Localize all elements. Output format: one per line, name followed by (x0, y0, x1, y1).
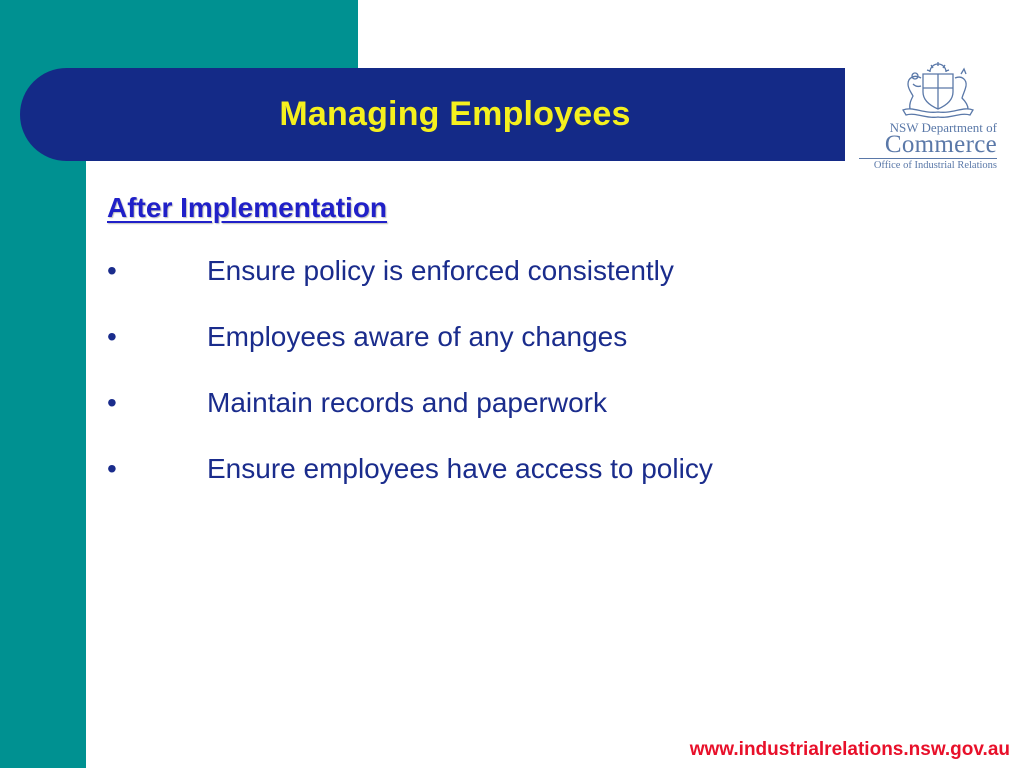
nsw-coat-of-arms-icon (855, 58, 1005, 118)
bullet-marker: • (107, 453, 117, 484)
bullet-text: Maintain records and paperwork (207, 387, 607, 418)
bullet-marker: • (107, 255, 117, 286)
logo-divider (859, 158, 997, 159)
logo-line-department: NSW Department of (889, 120, 997, 135)
department-logo (855, 58, 1005, 176)
footer-website-link[interactable]: www.industrialrelations.nsw.gov.au (689, 739, 1010, 760)
slide-title: Managing Employees (279, 95, 631, 133)
bullet-marker: • (107, 321, 117, 352)
logo-line-commerce: Commerce (884, 131, 997, 158)
bullet-text: Ensure policy is enforced consistently (207, 255, 674, 286)
logo-line-office: Office of Industrial Relations (873, 160, 997, 171)
section-subheading: After Implementation (107, 192, 388, 223)
bullet-marker: • (107, 387, 117, 418)
bullet-text: Ensure employees have access to policy (207, 453, 713, 484)
bullet-text: Employees aware of any changes (207, 321, 628, 352)
